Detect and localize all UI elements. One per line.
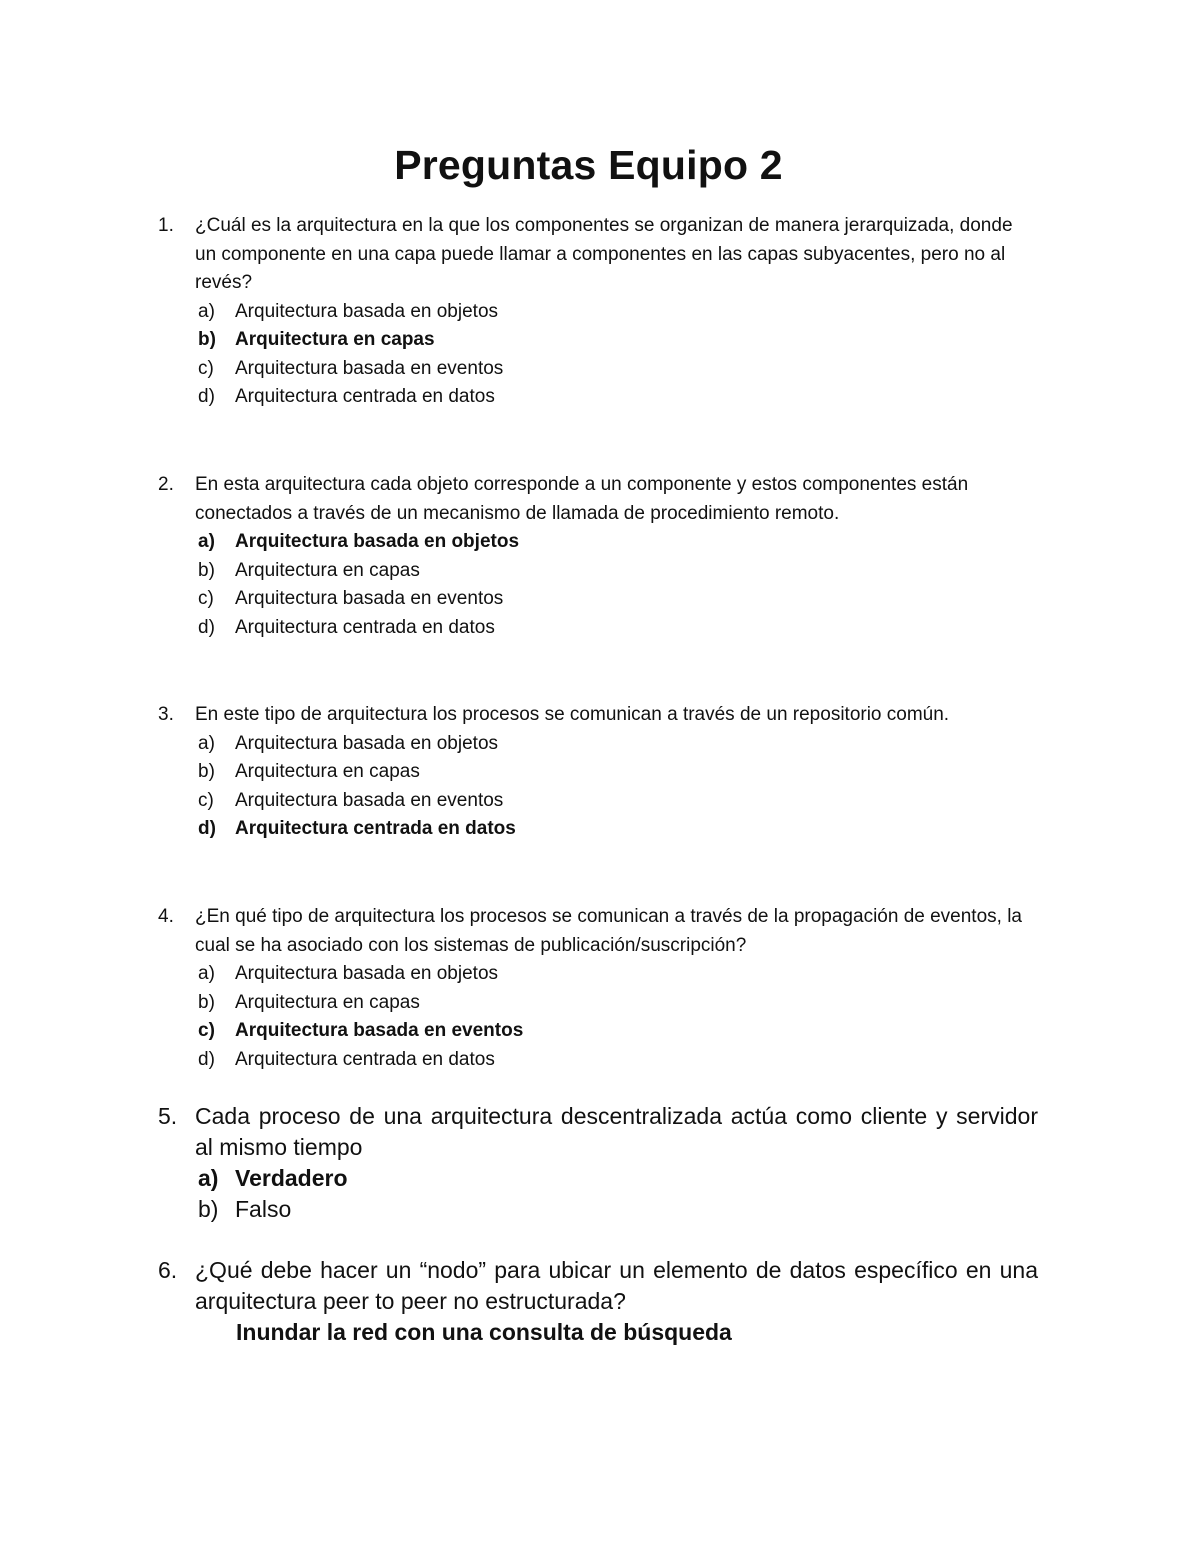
option-text: Arquitectura en capas [235,761,420,782]
option-d [198,1046,1038,1075]
option-text: Arquitectura en capas [235,991,420,1013]
option-text: Arquitectura basada en objetos [235,531,520,552]
option-c [198,355,1038,384]
question-text: En este tipo de arquitectura los procesos se comunican a través de un repositorio común. [195,704,950,725]
question-number: 1. [158,215,174,236]
question-text: ¿Qué debe hacer un “nodo” para ubicar un elemento de datos específico en una arquitectura peer to peer no estructurada? [195,1257,1038,1314]
option-text: Arquitectura en capas [235,559,420,581]
option-letter: d) [198,386,215,407]
option-c-correct [198,1017,1038,1046]
option-letter: a) [198,732,215,754]
option-list [198,730,1038,844]
question-number: 2. [158,474,174,495]
question-number: 6. [158,1257,178,1283]
option-text: Arquitectura basada en objetos [235,732,499,754]
option-list [198,298,1038,412]
option-list [198,960,1038,1074]
option-c [198,585,1038,614]
question-text: En esta arquitectura cada objeto corresponde a un componente y estos componentes están conectados a través de un mecanismo de llamada de procedimiento remoto. [195,474,969,524]
option-list [198,528,1038,642]
question-number: 3. [158,704,174,725]
option-d-correct [198,815,1038,844]
option-b [198,758,1038,787]
option-a [198,730,1038,759]
option-text: Arquitectura centrada en datos [235,1048,495,1070]
option-letter: c) [198,357,214,379]
option-text: Arquitectura basada en eventos [235,1020,524,1041]
option-text: Verdadero [235,1165,348,1191]
option-text: Falso [235,1196,292,1222]
option-letter: a) [198,300,215,322]
option-text: Arquitectura basada en eventos [235,789,504,811]
option-text: Arquitectura basada en eventos [235,357,504,379]
question-2 [158,471,1038,642]
option-list [198,1163,1038,1225]
option-letter: c) [198,789,214,811]
option-letter: b) [198,329,216,350]
option-a [198,298,1038,327]
page-title: Preguntas Equipo 2 [394,142,783,188]
option-a-correct [198,528,1038,557]
question-1 [158,212,1038,412]
option-text: Arquitectura basada en objetos [235,300,499,322]
question-5 [158,1101,1038,1225]
question-3 [158,701,1038,844]
option-text: Arquitectura centrada en datos [235,616,495,638]
option-d [198,614,1038,643]
option-text: Arquitectura basada en objetos [235,963,499,984]
option-text: Arquitectura centrada en datos [235,386,495,407]
option-letter: d) [198,1048,215,1070]
option-letter: a) [198,1165,219,1191]
option-letter: c) [198,588,214,609]
question-text: ¿En qué tipo de arquitectura los procesos se comunican a través de la propagación de eventos, la cual se ha asociado con los sistemas de publicación/suscripción? [195,906,1023,956]
option-letter: b) [198,991,215,1013]
option-letter: d) [198,818,216,839]
option-letter: d) [198,616,215,638]
question-text: ¿Cuál es la arquitectura en la que los componentes se organizan de manera jerarquizada, donde un componente en una capa puede llamar a componentes en las capas subyacentes, pero no al revés? [195,215,1013,293]
option-b [198,1194,1038,1225]
option-letter: a) [198,531,215,552]
option-text: Arquitectura centrada en datos [235,818,516,839]
option-letter: b) [198,1196,219,1222]
option-b [198,557,1038,586]
question-number: 4. [158,906,174,927]
question-number: 5. [158,1103,178,1129]
question-text: Cada proceso de una arquitectura descentralizada actúa como cliente y servidor al mismo tiempo [195,1103,1038,1160]
option-text: Arquitectura en capas [235,329,435,350]
option-a-correct [198,1163,1038,1194]
question-4 [158,903,1038,1074]
option-a [198,960,1038,989]
option-letter: c) [198,1020,215,1041]
option-letter: b) [198,559,215,581]
option-letter: a) [198,963,215,984]
option-text: Arquitectura basada en eventos [235,588,504,609]
option-b-correct [198,326,1038,355]
answer-text: Inundar la red con una consulta de búsqueda [236,1319,732,1345]
option-d [198,383,1038,412]
option-b [198,989,1038,1018]
question-6 [158,1255,1038,1348]
option-letter: b) [198,761,215,782]
option-c [198,787,1038,816]
